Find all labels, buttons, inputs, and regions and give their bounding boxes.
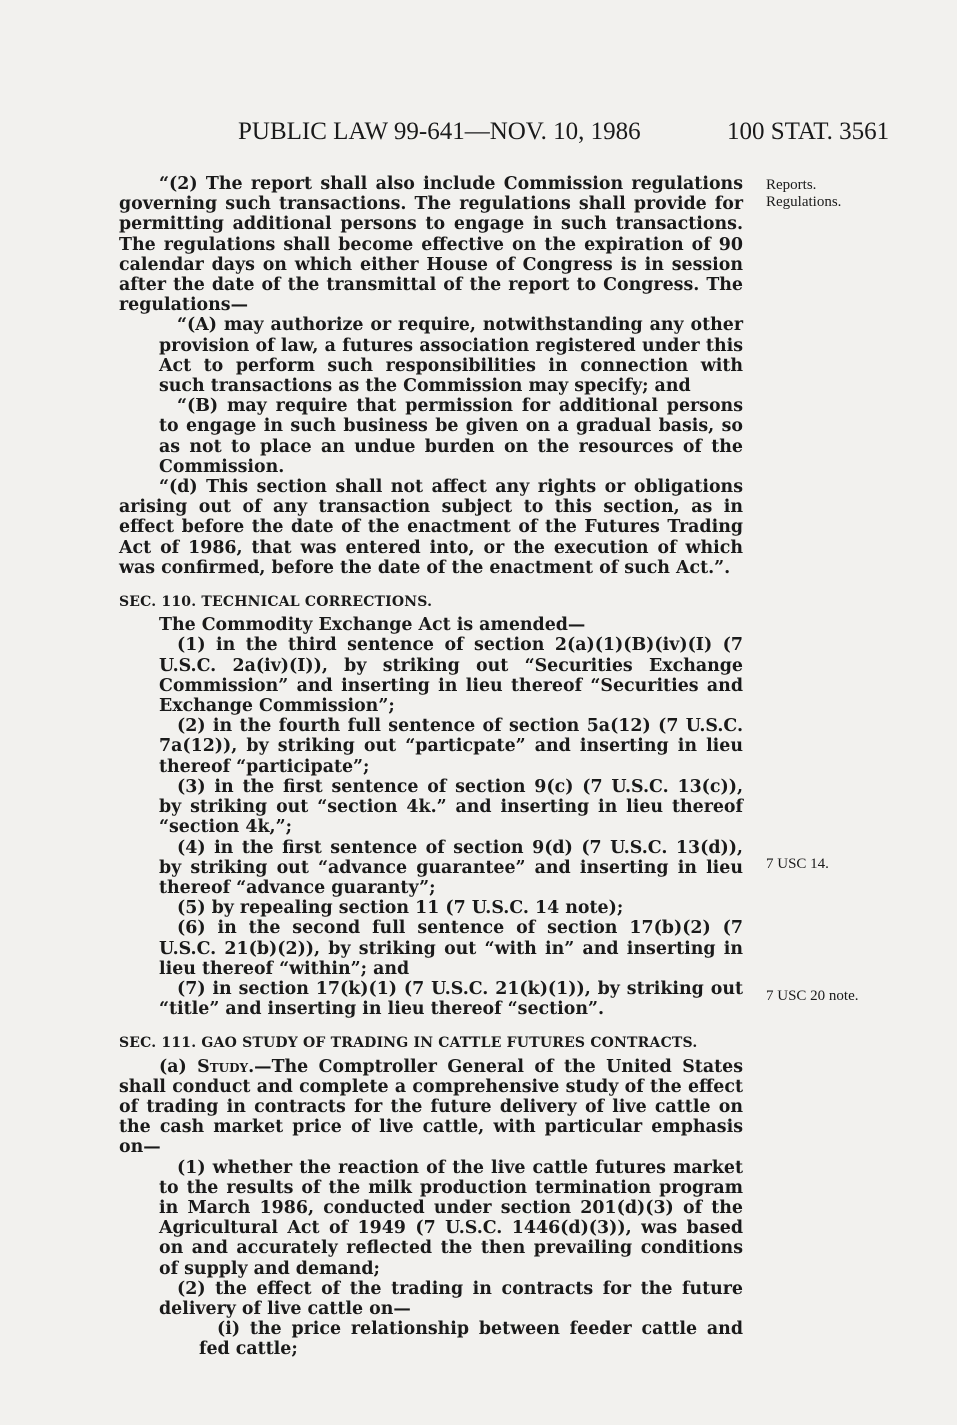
margin-note-7usc14: 7 USC 14. bbox=[766, 856, 829, 872]
amendment-2: (2) in the fourth full sentence of section 5a(12) (7 U.S.C. 7a(12)), by striking out “particpate” and inserting in lieu thereof “participate”; bbox=[159, 716, 743, 777]
amendment-1: (1) in the third sentence of section 2(a)(1)(B)(iv)(I) (7 U.S.C. 2a(iv)(I)), by striking out “Securities Exchange Commission” and inserting in lieu thereof “Securities and Exchange Commission”; bbox=[159, 635, 743, 717]
page-header-title: PUBLIC LAW 99-641—NOV. 10, 1986 bbox=[238, 118, 641, 145]
page-header-stat: 100 STAT. 3561 bbox=[727, 118, 890, 145]
paragraph-d: “(d) This section shall not affect any rights or obligations arising out of any transaction subject to this section, as in effect before the date of the enactment of the Futures Trading Act of 1986, that was entered into, or the execution of which was confirmed, before the date of the enactment of such Act.”. bbox=[119, 477, 743, 578]
amendment-4: (4) in the first sentence of section 9(d) (7 U.S.C. 13(d)), by striking out “advance guarantee” and inserting in lieu thereof “advance guaranty”; bbox=[159, 837, 743, 898]
study-paragraph: (a) Study.—The Comptroller General of the United States shall conduct and complete a comprehensive study of the effect of trading in contracts for the future delivery of live cattle on the cash market price of live cattle, with particular emphasis on— bbox=[119, 1056, 743, 1158]
section-110-heading: SEC. 110. TECHNICAL CORRECTIONS. bbox=[119, 594, 433, 611]
paragraph-a: “(A) may authorize or require, notwithstanding any other provision of law, a futures association registered under this Act to perform such responsibilities in connection with such transactions as the Commission may specify; and bbox=[159, 315, 743, 397]
amendment-5: (5) by repealing section 11 (7 U.S.C. 14 note); bbox=[177, 898, 624, 919]
margin-note-reports: Reports. bbox=[766, 177, 817, 193]
margin-note-regulations: Regulations. bbox=[766, 194, 842, 210]
study-item-2: (2) the effect of the trading in contracts for the future delivery of live cattle on— bbox=[159, 1278, 743, 1319]
study-text: The Comptroller General of the United States shall conduct and complete a comprehensive study of the effect of trading in contracts for the future delivery of live cattle on the cash market price of live cattle, with particular emphasis on— bbox=[119, 1056, 743, 1158]
margin-note-7usc20: 7 USC 20 note. bbox=[766, 988, 859, 1004]
paragraph-b: “(B) may require that permission for additional persons to engage in such business be given on a gradual basis, so as not to place an undue burden on the resources of the Commission. bbox=[159, 396, 743, 477]
study-item-1: (1) whether the reaction of the live cattle futures market to the results of the milk production termination program in March 1986, conducted under section 201(d)(3) of the Agricultural Act of 1949 (7 U.S.C. 1446(d)(3)), was based on and accurately reflected the then prevailing conditions of supply and demand; bbox=[159, 1157, 743, 1279]
section-110-intro: The Commodity Exchange Act is amended— bbox=[159, 615, 586, 636]
amendment-6: (6) in the second full sentence of section 17(b)(2) (7 U.S.C. 21(b)(2)), by striking out “with in” and inserting in lieu thereof “within”; and bbox=[159, 918, 743, 979]
paragraph-report: “(2) The report shall also include Commission regulations governing such transactions. The regulations shall provide for permitting additional persons to engage in such transactions. The regulations shall become effective on the expiration of 90 calendar days on which either House of Congress is in session after the date of the transmittal of the report to Congress. The regulations— bbox=[119, 174, 743, 316]
study-subitem-i: (i) the price relationship between feeder cattle and fed cattle; bbox=[199, 1319, 743, 1360]
amendment-3: (3) in the first sentence of section 9(c) (7 U.S.C. 13(c)), by striking out “section 4k.” and inserting in lieu thereof “section 4k,”; bbox=[159, 776, 743, 838]
amendment-7: (7) in section 17(k)(1) (7 U.S.C. 21(k)(1)), by striking out “title” and inserting in lieu thereof “section”. bbox=[159, 978, 743, 1020]
document-body bbox=[119, 174, 743, 1360]
study-label: Study bbox=[197, 1056, 249, 1077]
section-111-heading: SEC. 111. GAO STUDY OF TRADING IN CATTLE FUTURES CONTRACTS. bbox=[119, 1035, 698, 1052]
